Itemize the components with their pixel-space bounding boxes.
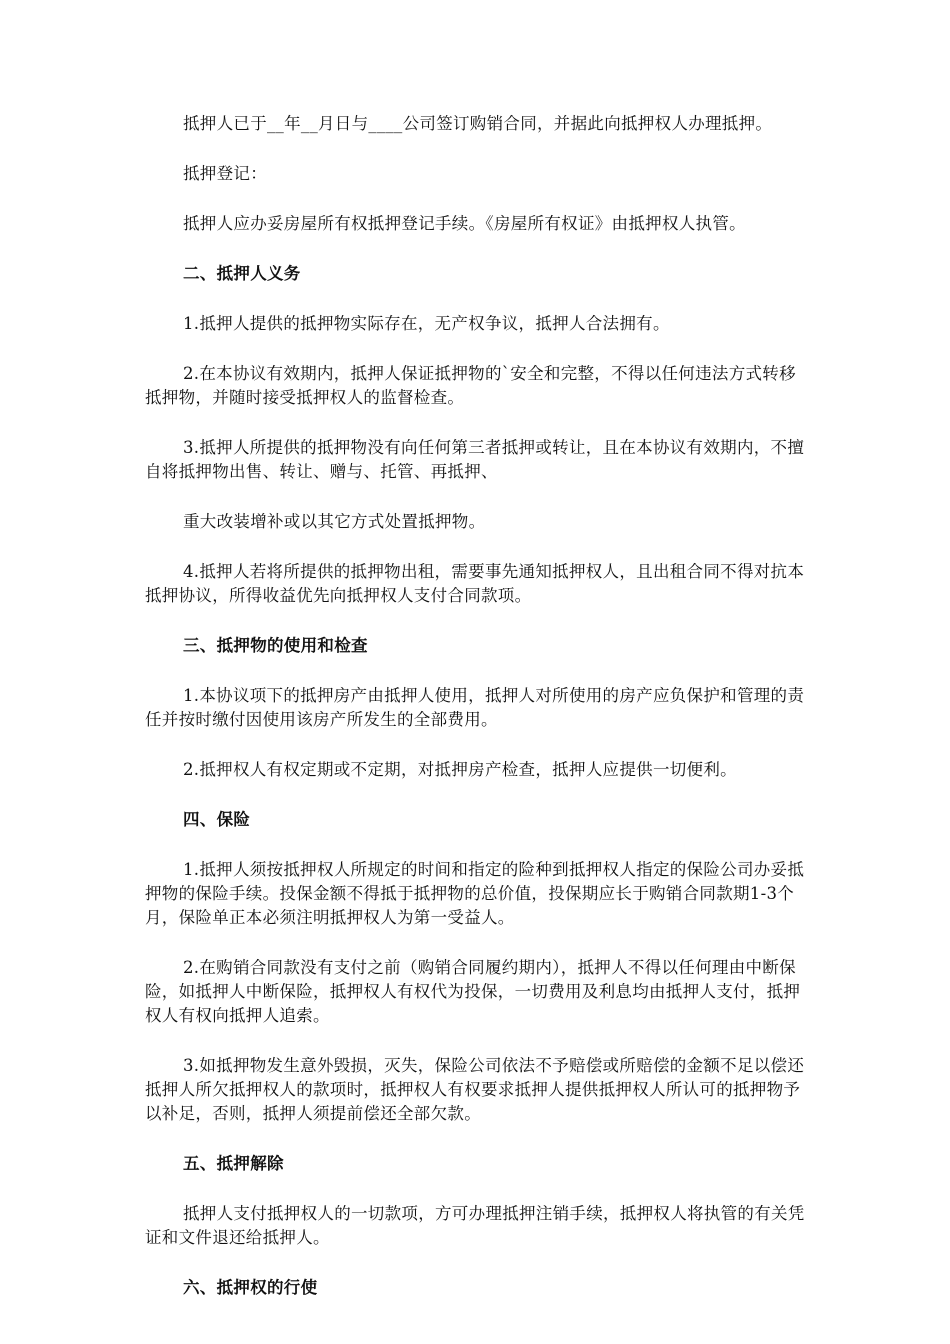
paragraph-registration-intro: 抵押人已于__年__月日与____公司签订购销合同，并据此向抵押权人办理抵押。: [183, 114, 773, 133]
paragraph-duty-4: 4.抵押人若将所提供的抵押物出租，需要事先通知抵押权人，且出租合同不得对抗本抵押协议，所得收益优先向抵押权人支付合同款项。: [145, 562, 805, 605]
paragraph-insurance-3: 3.如抵押物发生意外毁损，灭失，保险公司依法不予赔偿或所赔偿的金额不足以偿还抵押人所欠抵押权人的款项时，抵押权人有权要求抵押人提供抵押权人所认可的抵押物予以补足，否则，抵押人须提前偿还全部欠款。: [145, 1056, 805, 1123]
document-page: [145, 112, 805, 1326]
paragraph-duty-3-continued: 重大改装增补或以其它方式处置抵押物。: [183, 512, 486, 531]
section-heading-exercise-of-rights: 六、抵押权的行使: [183, 1278, 318, 1297]
section-heading-mortgagor-duties: 二、抵押人义务: [183, 264, 301, 283]
paragraph-use-2: 2.抵押权人有权定期或不定期，对抵押房产检查，抵押人应提供一切便利。: [183, 760, 737, 779]
paragraph-duty-1: 1.抵押人提供的抵押物实际存在，无产权争议，抵押人合法拥有。: [183, 314, 670, 333]
section-heading-release: 五、抵押解除: [183, 1154, 284, 1173]
paragraph-release: 抵押人支付抵押权人的一切款项，方可办理抵押注销手续，抵押权人将执管的有关凭证和文件退还给抵押人。: [145, 1204, 805, 1247]
section-heading-use-and-inspection: 三、抵押物的使用和检查: [183, 636, 368, 655]
paragraph-duty-3: 3.抵押人所提供的抵押物没有向任何第三者抵押或转让，且在本协议有效期内，不擅自将抵押物出售、转让、赠与、托管、再抵押、: [145, 438, 805, 481]
paragraph-registration-label: 抵押登记：: [183, 164, 267, 183]
section-heading-insurance: 四、保险: [183, 810, 251, 829]
paragraph-duty-2: 2.在本协议有效期内，抵押人保证抵押物的`安全和完整，不得以任何违法方式转移抵押物，并随时接受抵押权人的监督检查。: [145, 364, 796, 407]
paragraph-use-1: 1.本协议项下的抵押房产由抵押人使用，抵押人对所使用的房产应负保护和管理的责任并按时缴付因使用该房产所发生的全部费用。: [145, 686, 805, 729]
paragraph-registration-procedure: 抵押人应办妥房屋所有权抵押登记手续。《房屋所有权证》由抵押权人执管。: [183, 214, 746, 233]
paragraph-insurance-1: 1.抵押人须按抵押权人所规定的时间和指定的险种到抵押权人指定的保险公司办妥抵押物的保险手续。投保金额不得抵于抵押物的总价值，投保期应长于购销合同款期1-3个月，保险单正本必须注明抵押权人为第一受益人。: [145, 860, 805, 927]
paragraph-insurance-2: 2.在购销合同款没有支付之前（购销合同履约期内），抵押人不得以任何理由中断保险，如抵押人中断保险，抵押权人有权代为投保，一切费用及利息均由抵押人支付，抵押权人有权向抵押人追索。: [145, 958, 801, 1025]
